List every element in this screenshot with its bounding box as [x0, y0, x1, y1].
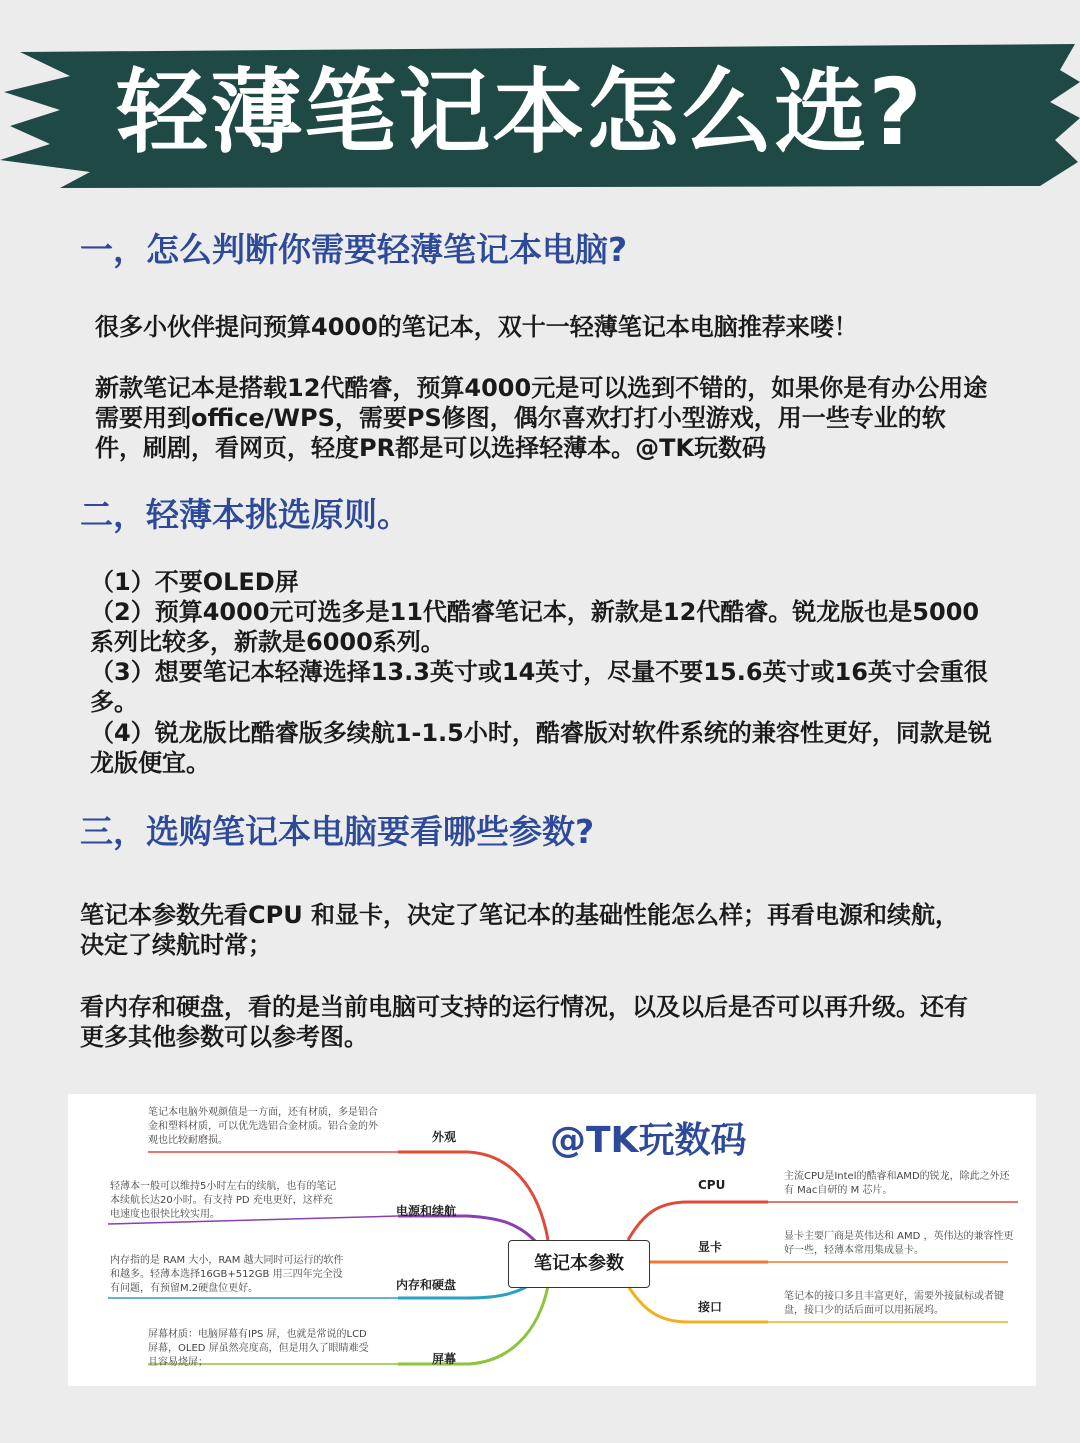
label-power-battery: 电源和续航: [396, 1204, 457, 1218]
note-appearance: 笔记本电脑外观颜值是一方面，还有材质，多是铝合金和塑料材质，可以优先选铝合金材质。铝合金的外观也比较耐磨损。: [148, 1107, 378, 1146]
label-ports: 接口: [698, 1300, 723, 1314]
note-screen: 屏幕材质：电脑屏幕有IPS 屏，也就是常说的LCD 屏幕，OLED 屏虽然亮度高，但是用久了眼睛难受且容易烧屏；: [148, 1329, 369, 1368]
label-cpu: CPU: [698, 1178, 726, 1192]
principle-item-1: （1）不要OLED屏: [90, 568, 299, 596]
label-gpu: 显卡: [698, 1240, 723, 1254]
note-ports: 笔记本的接口多且丰富更好，需要外接鼠标或者键盘，接口少的话后面可以用拓展坞。: [784, 1291, 1004, 1316]
mindmap-center-node: 笔记本参数: [508, 1240, 650, 1288]
principle-item-2: （2）预算4000元可选多是11代酷睿笔记本，新款是12代酷睿。锐龙版也是5000系列比较多，新款是6000系列。: [90, 598, 980, 656]
mindmap-watermark: @TK玩数码: [550, 1120, 747, 1161]
title-banner: [0, 40, 1080, 190]
label-screen: 屏幕: [432, 1352, 457, 1366]
page-title: 轻薄笔记本怎么选?: [116, 59, 924, 166]
section1-paragraph-1: 很多小伙伴提问预算4000的笔记本，双十一轻薄笔记本电脑推荐来喽！: [95, 313, 858, 341]
section1-heading: 一，怎么判断你需要轻薄笔记本电脑?: [80, 230, 628, 269]
parameters-mindmap: [68, 1094, 1036, 1386]
section3-paragraph-2: 看内存和硬盘，看的是当前电脑可支持的运行情况，以及以后是否可以再升级。还有更多其他参数可以参考图。: [80, 993, 968, 1051]
principle-item-3: （3）想要笔记本轻薄选择13.3英寸或14英寸，尽量不要15.6英寸或16英寸会重很多。: [90, 658, 988, 716]
principle-item-4: （4）锐龙版比酷睿版多续航1-1.5小时，酷睿版对软件系统的兼容性更好，同款是锐龙版便宜。: [90, 719, 992, 777]
section3-heading: 三，选购笔记本电脑要看哪些参数?: [80, 812, 595, 851]
section3-paragraph-1: 笔记本参数先看CPU 和显卡，决定了笔记本的基础性能怎么样；再看电源和续航，决定了续航时常；: [80, 901, 960, 959]
note-cpu: 主流CPU是Intel的酷睿和AMD的锐龙，除此之外还有 Mac自研的 M 芯片。: [784, 1171, 1010, 1196]
note-gpu: 显卡主要厂商是英伟达和 AMD ，英伟达的兼容性更好一些，轻薄本常用集成显卡。: [784, 1231, 1014, 1256]
label-memory-storage: 内存和硬盘: [396, 1278, 457, 1292]
label-appearance: 外观: [432, 1130, 457, 1144]
note-power-battery: 轻薄本一般可以维持5小时左右的续航，也有的笔记本续航长达20小时。有支持 PD 充电更好，这样充电速度也很快比较实用。: [110, 1181, 337, 1220]
section1-paragraph-2: 新款笔记本是搭载12代酷睿，预算4000元是可以选到不错的，如果你是有办公用途需要用到office/WPS，需要PS修图，偶尔喜欢打打小型游戏，用一些专业的软件，刷剧，看网页，轻度PR都是可以选择轻薄本。@TK玩数码: [95, 374, 988, 462]
note-memory-storage: 内存指的是 RAM 大小，RAM 越大同时可运行的软件和越多。轻薄本选择16GB+512GB 用三四年完全没有问题，有预留M.2硬盘位更好。: [110, 1255, 344, 1294]
section2-heading: 二，轻薄本挑选原则。: [80, 495, 410, 534]
